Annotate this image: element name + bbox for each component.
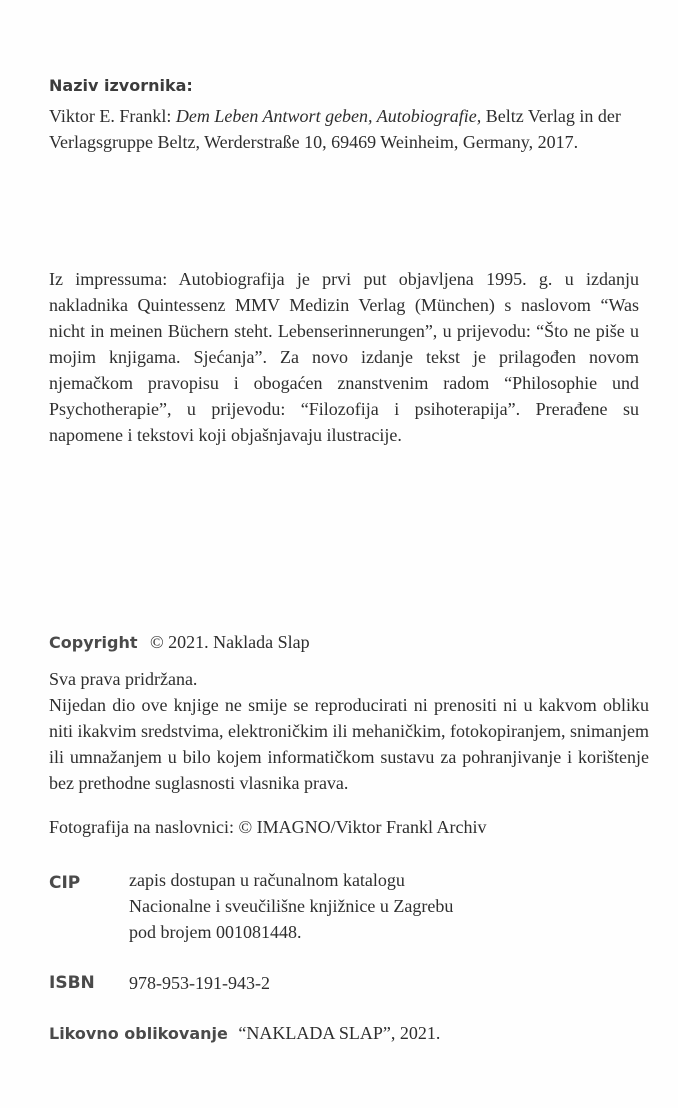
cip-value <box>129 867 629 945</box>
cip-line: zapis dostupan u računalnom katalogu <box>129 870 405 890</box>
source-publisher: Beltz Verlag in der <box>485 106 621 126</box>
design-label: Likovno oblikovanje <box>49 1024 228 1043</box>
rights-reserved: Sva prava pridržana. <box>49 669 198 689</box>
design-value: “NAKLADA SLAP”, 2021. <box>238 1023 441 1043</box>
cip-line: pod brojem 001081448. <box>129 922 302 942</box>
impressum-paragraph: Iz impressuma: Autobiografija je prvi put objavljena 1995. g. u izdanju nakladnika Quintessenz MMV Medizin Verlag (München) s naslovom “Was nicht in meinen Büchern steht. Lebenserinnerungen”, u prijevodu: “Što ne piše u mojim knjigama. Sjećanja”. Za novo izdanje tekst je prilagođen novom njemačkom pravopisu i obogaćen znanstvenim radom “Philosophie und Psychotherapie”, u prijevodu: “Filozofija i psihoterapija”. Prerađene su napomene i tekstovi koji objašnjavaju ilustracije. <box>49 269 639 445</box>
source-author: Viktor E. Frankl: <box>49 106 172 126</box>
rights-body: Nijedan dio ove knjige ne smije se reproducirati ni prenositi ni u kakvom obliku niti ikakvim sredstvima, elektroničkim ili mehaničkim, fotokopiranjem, snimanjem ili umnažanjem u bilo kojem informatičkom sustavu za pohranjivanje i korištenje bez prethodne suglasnosti vlasnika prava. <box>49 695 649 793</box>
source-heading: Naziv izvornika: <box>49 76 193 95</box>
source-text <box>49 103 639 155</box>
copyright-line <box>49 629 310 656</box>
source-title: Dem Leben Antwort geben, Autobiografie, <box>175 106 482 126</box>
design-line <box>49 1020 440 1047</box>
copyright-text: © 2021. Naklada Slap <box>149 632 310 652</box>
cip-line: Nacionalne i sveučilišne knjižnice u Zagrebu <box>129 896 454 916</box>
source-publisher-line2: Verlagsgruppe Beltz, Werderstraße 10, 69469 Weinheim, Germany, 2017. <box>49 132 579 152</box>
copyright-label: Copyright <box>49 633 138 652</box>
isbn-value: 978-953-191-943-2 <box>129 973 270 993</box>
photo-credit: Fotografija na naslovnici: © IMAGNO/Viktor Frankl Archiv <box>49 817 487 837</box>
isbn-label: ISBN <box>49 973 95 993</box>
cip-label: CIP <box>49 873 81 893</box>
